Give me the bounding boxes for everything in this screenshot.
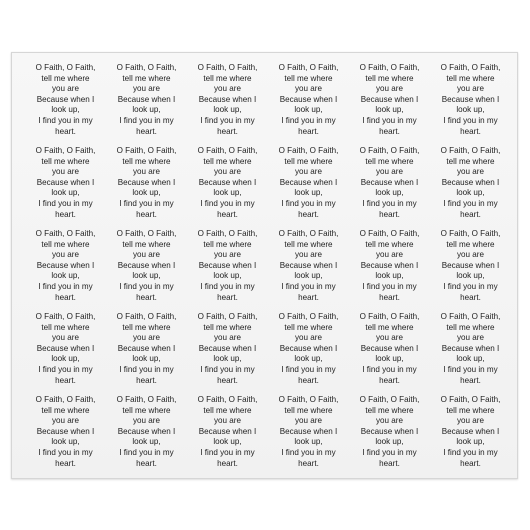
sticker-label	[268, 229, 349, 312]
sticker-text-line: O Faith, O Faith,	[116, 63, 177, 72]
sticker-text-line: you are	[214, 416, 241, 426]
sticker-text-line: look up,	[375, 188, 404, 198]
sticker-text-line: heart.	[217, 375, 238, 385]
sticker-text-line: Because when I	[360, 343, 419, 353]
sticker-label	[430, 395, 511, 478]
sticker-text-line: O Faith, O Faith,	[197, 312, 258, 321]
sticker-text-line: Because when I	[360, 260, 419, 270]
sticker-text-line: tell me where	[284, 405, 333, 415]
sticker-text-line: I find you in my	[281, 115, 336, 125]
sticker-label	[187, 395, 268, 478]
sticker-label	[430, 63, 511, 146]
sticker-text-line: heart.	[217, 458, 238, 468]
sticker-text-line: I find you in my	[443, 281, 498, 291]
sticker-text-line: look up,	[51, 188, 80, 198]
sticker-text-line: heart.	[217, 209, 238, 219]
sticker-text-line: Because when I	[36, 94, 95, 104]
sticker-text-line: look up,	[294, 271, 323, 281]
sticker-text-line: Because when I	[36, 260, 95, 270]
sticker-text-line: Because when I	[360, 426, 419, 436]
sticker-text-line: O Faith, O Faith,	[116, 229, 177, 238]
sticker-text-line: you are	[133, 84, 160, 94]
sticker-label	[106, 312, 187, 395]
sticker-text-line: Because when I	[279, 426, 338, 436]
sticker-label	[430, 229, 511, 312]
sticker-text-line: you are	[457, 250, 484, 260]
sticker-text-line: Because when I	[279, 343, 338, 353]
sticker-text-line: look up,	[375, 105, 404, 115]
sticker-text-line: I find you in my	[281, 281, 336, 291]
sticker-text-line: heart.	[55, 458, 76, 468]
sticker-text-line: Because when I	[198, 260, 257, 270]
sticker-text-line: look up,	[294, 354, 323, 364]
sticker-text-line: I find you in my	[200, 364, 255, 374]
sticker-text-line: I find you in my	[38, 198, 93, 208]
sticker-text-line: O Faith, O Faith,	[35, 395, 96, 404]
sticker-text-line: look up,	[132, 188, 161, 198]
sticker-text-line: you are	[376, 167, 403, 177]
sticker-text-line: I find you in my	[443, 447, 498, 457]
sticker-text-line: I find you in my	[38, 115, 93, 125]
sticker-label	[187, 229, 268, 312]
sticker-text-line: tell me where	[122, 73, 171, 83]
sticker-text-line: O Faith, O Faith,	[197, 146, 258, 155]
sticker-text-line: look up,	[51, 271, 80, 281]
sticker-text-line: Because when I	[36, 426, 95, 436]
sticker-text-line: you are	[295, 416, 322, 426]
sticker-text-line: you are	[52, 167, 79, 177]
sticker-text-line: look up,	[294, 105, 323, 115]
sticker-label	[106, 229, 187, 312]
sticker-label	[268, 395, 349, 478]
sticker-text-line: O Faith, O Faith,	[359, 146, 420, 155]
sticker-text-line: O Faith, O Faith,	[440, 312, 501, 321]
sticker-text-line: Because when I	[117, 177, 176, 187]
sticker-text-line: Because when I	[279, 260, 338, 270]
sticker-text-line: heart.	[136, 209, 157, 219]
sticker-text-line: tell me where	[41, 156, 90, 166]
sticker-label	[25, 312, 106, 395]
sticker-label	[349, 63, 430, 146]
sticker-text-line: heart.	[460, 458, 481, 468]
sticker-text-line: tell me where	[365, 156, 414, 166]
sticker-text-line: Because when I	[279, 177, 338, 187]
sticker-text-line: you are	[133, 167, 160, 177]
sticker-text-line: heart.	[460, 126, 481, 136]
sticker-text-line: I find you in my	[119, 447, 174, 457]
sticker-text-line: O Faith, O Faith,	[197, 395, 258, 404]
sticker-text-line: Because when I	[441, 343, 500, 353]
sticker-text-line: look up,	[51, 105, 80, 115]
sticker-text-line: Because when I	[279, 94, 338, 104]
sticker-text-line: look up,	[456, 437, 485, 447]
sticker-text-line: heart.	[379, 375, 400, 385]
sticker-text-line: I find you in my	[200, 447, 255, 457]
sticker-text-line: tell me where	[446, 405, 495, 415]
sticker-text-line: you are	[376, 333, 403, 343]
sticker-text-line: I find you in my	[200, 115, 255, 125]
sticker-text-line: look up,	[51, 354, 80, 364]
sticker-text-line: O Faith, O Faith,	[278, 146, 339, 155]
sticker-text-line: tell me where	[41, 405, 90, 415]
sticker-text-line: heart.	[298, 458, 319, 468]
sticker-text-line: heart.	[55, 292, 76, 302]
sticker-text-line: I find you in my	[362, 281, 417, 291]
sticker-text-line: tell me where	[41, 239, 90, 249]
sticker-grid	[25, 63, 513, 478]
sticker-text-line: heart.	[379, 458, 400, 468]
sticker-text-line: heart.	[298, 375, 319, 385]
sticker-text-line: tell me where	[284, 239, 333, 249]
sticker-text-line: I find you in my	[38, 447, 93, 457]
sticker-text-line: look up,	[213, 437, 242, 447]
sticker-text-line: I find you in my	[119, 198, 174, 208]
sticker-text-line: tell me where	[122, 405, 171, 415]
sticker-label	[25, 146, 106, 229]
sticker-text-line: look up,	[51, 437, 80, 447]
sticker-text-line: O Faith, O Faith,	[35, 146, 96, 155]
sticker-text-line: I find you in my	[281, 198, 336, 208]
sticker-text-line: O Faith, O Faith,	[278, 312, 339, 321]
sticker-text-line: look up,	[213, 105, 242, 115]
sticker-text-line: you are	[52, 250, 79, 260]
sticker-text-line: I find you in my	[200, 281, 255, 291]
sticker-text-line: look up,	[213, 354, 242, 364]
sticker-text-line: you are	[214, 84, 241, 94]
sticker-text-line: O Faith, O Faith,	[440, 146, 501, 155]
sticker-text-line: O Faith, O Faith,	[359, 312, 420, 321]
sticker-text-line: tell me where	[41, 73, 90, 83]
sticker-text-line: Because when I	[360, 177, 419, 187]
sticker-text-line: look up,	[213, 188, 242, 198]
sticker-text-line: O Faith, O Faith,	[440, 395, 501, 404]
sticker-text-line: you are	[376, 250, 403, 260]
sticker-text-line: you are	[214, 167, 241, 177]
sticker-text-line: O Faith, O Faith,	[359, 395, 420, 404]
sticker-label	[106, 146, 187, 229]
sticker-text-line: tell me where	[203, 405, 252, 415]
sticker-text-line: tell me where	[203, 156, 252, 166]
sticker-text-line: I find you in my	[443, 198, 498, 208]
sticker-text-line: you are	[457, 416, 484, 426]
sticker-text-line: tell me where	[365, 239, 414, 249]
sticker-text-line: heart.	[460, 375, 481, 385]
sticker-text-line: you are	[52, 333, 79, 343]
sticker-label	[349, 229, 430, 312]
sticker-text-line: tell me where	[446, 322, 495, 332]
sticker-text-line: O Faith, O Faith,	[35, 229, 96, 238]
sticker-text-line: heart.	[379, 126, 400, 136]
sticker-text-line: I find you in my	[200, 198, 255, 208]
sticker-text-line: I find you in my	[362, 447, 417, 457]
sticker-text-line: heart.	[136, 126, 157, 136]
sticker-text-line: O Faith, O Faith,	[359, 229, 420, 238]
sticker-text-line: look up,	[456, 271, 485, 281]
sticker-text-line: I find you in my	[281, 447, 336, 457]
sticker-text-line: I find you in my	[281, 364, 336, 374]
sticker-label	[349, 395, 430, 478]
sticker-label	[187, 63, 268, 146]
sticker-text-line: heart.	[298, 126, 319, 136]
sticker-text-line: look up,	[375, 271, 404, 281]
sticker-text-line: tell me where	[203, 73, 252, 83]
sticker-text-line: look up,	[132, 105, 161, 115]
sticker-text-line: Because when I	[198, 177, 257, 187]
sticker-text-line: heart.	[379, 209, 400, 219]
sticker-label	[106, 395, 187, 478]
sticker-text-line: O Faith, O Faith,	[197, 63, 258, 72]
sticker-sheet	[11, 52, 518, 479]
sticker-text-line: tell me where	[122, 156, 171, 166]
sticker-text-line: tell me where	[446, 239, 495, 249]
sticker-text-line: heart.	[217, 126, 238, 136]
sticker-label	[25, 229, 106, 312]
sticker-text-line: Because when I	[36, 343, 95, 353]
sticker-text-line: you are	[457, 333, 484, 343]
sticker-text-line: O Faith, O Faith,	[440, 229, 501, 238]
sticker-text-line: O Faith, O Faith,	[35, 312, 96, 321]
sticker-text-line: tell me where	[122, 239, 171, 249]
sticker-text-line: tell me where	[122, 322, 171, 332]
sticker-text-line: you are	[214, 333, 241, 343]
sticker-label	[430, 146, 511, 229]
sticker-text-line: you are	[295, 250, 322, 260]
sticker-text-line: O Faith, O Faith,	[35, 63, 96, 72]
sticker-text-line: look up,	[294, 188, 323, 198]
sticker-label	[268, 312, 349, 395]
sticker-text-line: O Faith, O Faith,	[278, 63, 339, 72]
sticker-text-line: heart.	[55, 209, 76, 219]
sticker-text-line: you are	[214, 250, 241, 260]
sticker-text-line: heart.	[217, 292, 238, 302]
sticker-text-line: tell me where	[365, 405, 414, 415]
sticker-text-line: Because when I	[198, 94, 257, 104]
sticker-text-line: you are	[295, 84, 322, 94]
sticker-text-line: Because when I	[441, 177, 500, 187]
sticker-text-line: heart.	[136, 375, 157, 385]
sticker-text-line: you are	[295, 333, 322, 343]
sticker-text-line: you are	[52, 416, 79, 426]
sticker-text-line: O Faith, O Faith,	[116, 312, 177, 321]
sticker-text-line: look up,	[132, 271, 161, 281]
sticker-label	[349, 312, 430, 395]
sticker-text-line: look up,	[294, 437, 323, 447]
sticker-text-line: Because when I	[441, 94, 500, 104]
sticker-text-line: I find you in my	[38, 281, 93, 291]
sticker-text-line: Because when I	[198, 426, 257, 436]
sticker-text-line: O Faith, O Faith,	[278, 395, 339, 404]
sticker-label	[106, 63, 187, 146]
sticker-text-line: I find you in my	[362, 364, 417, 374]
sticker-text-line: O Faith, O Faith,	[359, 63, 420, 72]
sticker-text-line: you are	[457, 84, 484, 94]
sticker-text-line: I find you in my	[443, 115, 498, 125]
sticker-text-line: look up,	[375, 437, 404, 447]
sticker-text-line: tell me where	[284, 73, 333, 83]
sticker-text-line: tell me where	[41, 322, 90, 332]
sticker-label	[349, 146, 430, 229]
sticker-text-line: heart.	[136, 458, 157, 468]
sticker-text-line: look up,	[213, 271, 242, 281]
sticker-text-line: tell me where	[284, 322, 333, 332]
sticker-text-line: O Faith, O Faith,	[197, 229, 258, 238]
sticker-text-line: I find you in my	[362, 198, 417, 208]
sticker-text-line: heart.	[136, 292, 157, 302]
sticker-text-line: tell me where	[446, 156, 495, 166]
sticker-text-line: heart.	[379, 292, 400, 302]
sticker-text-line: Because when I	[360, 94, 419, 104]
sticker-label	[430, 312, 511, 395]
sticker-text-line: Because when I	[441, 260, 500, 270]
sticker-text-line: you are	[133, 416, 160, 426]
sticker-text-line: heart.	[298, 292, 319, 302]
sticker-text-line: you are	[457, 167, 484, 177]
sticker-text-line: you are	[133, 250, 160, 260]
sticker-text-line: look up,	[456, 188, 485, 198]
sticker-text-line: you are	[295, 167, 322, 177]
sticker-text-line: heart.	[460, 292, 481, 302]
sticker-label	[268, 63, 349, 146]
sticker-label	[25, 395, 106, 478]
sticker-text-line: heart.	[55, 126, 76, 136]
sticker-text-line: tell me where	[203, 239, 252, 249]
sticker-text-line: heart.	[55, 375, 76, 385]
sticker-text-line: O Faith, O Faith,	[278, 229, 339, 238]
sticker-text-line: look up,	[375, 354, 404, 364]
sticker-text-line: tell me where	[284, 156, 333, 166]
sticker-text-line: Because when I	[198, 343, 257, 353]
sticker-text-line: O Faith, O Faith,	[116, 146, 177, 155]
sticker-label	[25, 63, 106, 146]
sticker-text-line: I find you in my	[443, 364, 498, 374]
sticker-text-line: you are	[376, 84, 403, 94]
sticker-text-line: Because when I	[117, 94, 176, 104]
sticker-text-line: you are	[133, 333, 160, 343]
sticker-text-line: O Faith, O Faith,	[440, 63, 501, 72]
sticker-text-line: Because when I	[36, 177, 95, 187]
sticker-text-line: Because when I	[117, 260, 176, 270]
sticker-text-line: I find you in my	[119, 364, 174, 374]
sticker-text-line: O Faith, O Faith,	[116, 395, 177, 404]
sticker-text-line: Because when I	[117, 426, 176, 436]
sticker-text-line: look up,	[456, 105, 485, 115]
sticker-label	[268, 146, 349, 229]
sticker-text-line: tell me where	[446, 73, 495, 83]
sticker-text-line: tell me where	[365, 322, 414, 332]
sticker-label	[187, 312, 268, 395]
sticker-label	[187, 146, 268, 229]
sticker-text-line: I find you in my	[119, 281, 174, 291]
sticker-text-line: I find you in my	[38, 364, 93, 374]
sticker-text-line: Because when I	[117, 343, 176, 353]
sticker-text-line: I find you in my	[119, 115, 174, 125]
sticker-text-line: tell me where	[365, 73, 414, 83]
sticker-text-line: tell me where	[203, 322, 252, 332]
sticker-text-line: heart.	[298, 209, 319, 219]
sticker-text-line: look up,	[132, 437, 161, 447]
sticker-text-line: look up,	[456, 354, 485, 364]
sticker-text-line: Because when I	[441, 426, 500, 436]
sticker-text-line: I find you in my	[362, 115, 417, 125]
sticker-text-line: you are	[52, 84, 79, 94]
sticker-text-line: you are	[376, 416, 403, 426]
sticker-text-line: heart.	[460, 209, 481, 219]
sticker-text-line: look up,	[132, 354, 161, 364]
